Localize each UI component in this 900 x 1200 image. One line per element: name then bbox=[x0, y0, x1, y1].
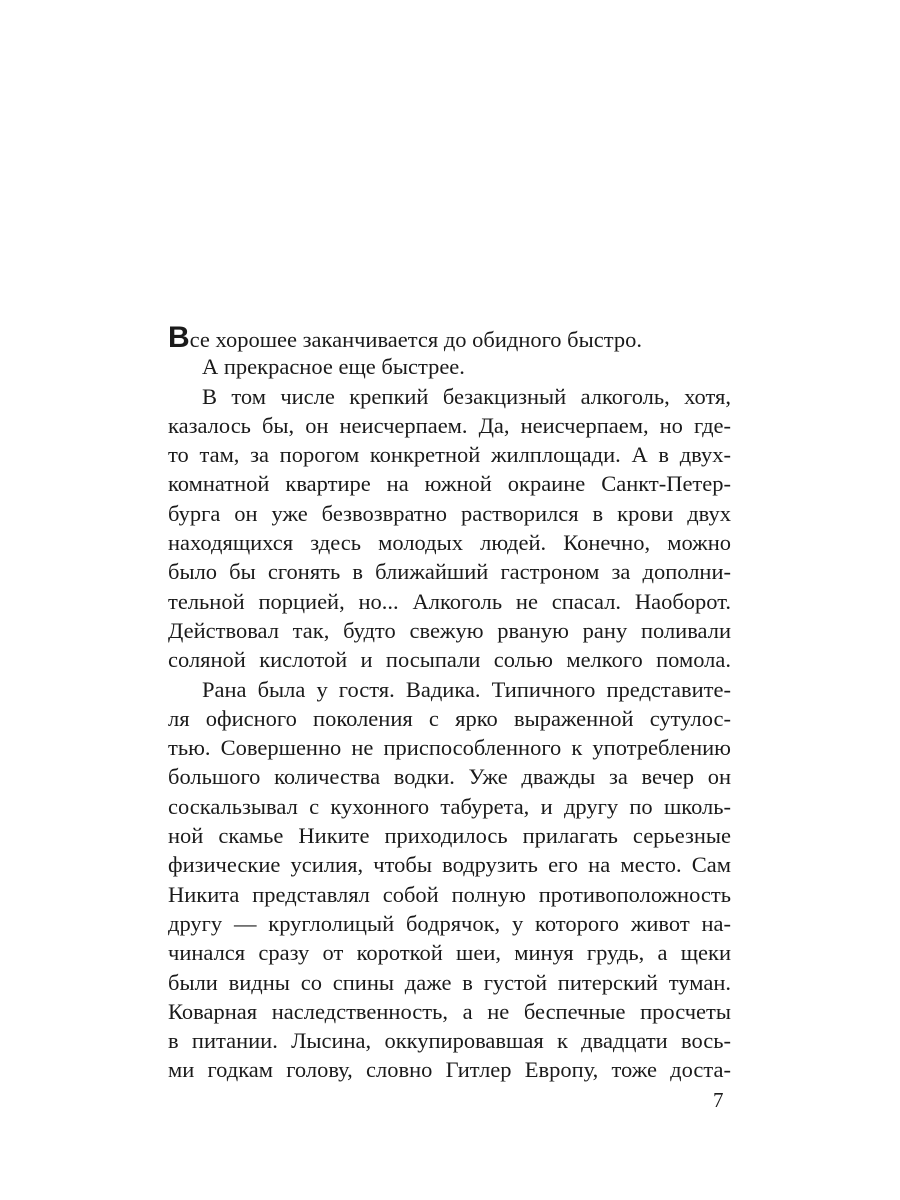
line-text: чинался сразу от короткой шеи, минуя грудь, а щеки bbox=[168, 940, 731, 966]
text-line bbox=[168, 1026, 731, 1055]
text-line bbox=[168, 968, 731, 997]
text-line bbox=[168, 1055, 731, 1084]
text-line bbox=[168, 352, 731, 381]
text-line bbox=[168, 792, 731, 821]
line-text: се хорошее заканчивается до обидного быстро. bbox=[189, 327, 642, 352]
line-text: Действовал так, будто свежую рваную рану поливали bbox=[168, 617, 731, 643]
text-line bbox=[168, 938, 731, 967]
line-text: Коварная наследственность, а не беспечные просчеты bbox=[168, 998, 731, 1024]
line-text: большого количества водки. Уже дважды за вечер он bbox=[168, 764, 731, 790]
text-line bbox=[168, 587, 731, 616]
line-text: соляной кислотой и посыпали солью мелкого помола. bbox=[168, 647, 731, 673]
line-text: бурга он уже безвозвратно растворился в крови двух bbox=[168, 500, 731, 526]
line-text: А прекрасное еще быстрее. bbox=[202, 354, 465, 380]
line-text: соскальзывал с кухонного табурета, и другу по школь- bbox=[168, 793, 731, 819]
line-text: ля офисного поколения с ярко выраженной сутулос- bbox=[168, 705, 731, 731]
text-line bbox=[168, 850, 731, 879]
text-line bbox=[168, 997, 731, 1026]
line-text: комнатной квартире на южной окраине Санкт-Петер- bbox=[168, 471, 731, 497]
text-line bbox=[168, 645, 731, 674]
line-text: тью. Совершенно не приспособленного к употреблению bbox=[168, 735, 731, 761]
line-text: то там, за порогом конкретной жилплощади. А в двух- bbox=[168, 442, 731, 468]
line-text: физические усилия, чтобы водрузить его на место. Сам bbox=[168, 852, 731, 878]
text-line bbox=[168, 821, 731, 850]
body-text bbox=[168, 323, 731, 1085]
text-line bbox=[168, 323, 731, 352]
line-text: было бы сгонять в ближайший гастроном за дополни- bbox=[168, 559, 731, 585]
line-text: тельной порцией, но... Алкоголь не спасал. Наоборот. bbox=[168, 588, 731, 614]
line-text: Рана была у гостя. Вадика. Типичного представите- bbox=[202, 676, 731, 702]
text-line bbox=[168, 499, 731, 528]
line-text: находящихся здесь молодых людей. Конечно, можно bbox=[168, 530, 731, 556]
line-text: В том числе крепкий безакцизный алкоголь, хотя, bbox=[202, 383, 731, 409]
text-line bbox=[168, 762, 731, 791]
text-line bbox=[168, 880, 731, 909]
page-number: 7 bbox=[713, 1088, 724, 1112]
text-line bbox=[168, 469, 731, 498]
line-text: казалось бы, он неисчерпаем. Да, неисчерпаем, но где- bbox=[168, 412, 731, 438]
text-line bbox=[168, 733, 731, 762]
text-line bbox=[168, 411, 731, 440]
text-line bbox=[168, 704, 731, 733]
text-line bbox=[168, 909, 731, 938]
line-text: были видны со спины даже в густой питерский туман. bbox=[168, 969, 731, 995]
line-text: другу — круглолицый бодрячок, у которого живот на- bbox=[168, 910, 731, 936]
drop-cap: В bbox=[168, 321, 190, 354]
text-line bbox=[168, 557, 731, 586]
line-text: ной скамье Никите приходилось прилагать серьезные bbox=[168, 823, 731, 849]
line-text: в питании. Лысина, оккупировавшая к двадцати вось- bbox=[168, 1028, 731, 1054]
text-line bbox=[168, 528, 731, 557]
line-text: Никита представлял собой полную противоположность bbox=[168, 881, 731, 907]
text-line bbox=[168, 675, 731, 704]
line-text: ми годкам голову, словно Гитлер Европу, тоже доста- bbox=[168, 1057, 731, 1083]
text-line bbox=[168, 382, 731, 411]
text-line bbox=[168, 616, 731, 645]
text-line bbox=[168, 440, 731, 469]
